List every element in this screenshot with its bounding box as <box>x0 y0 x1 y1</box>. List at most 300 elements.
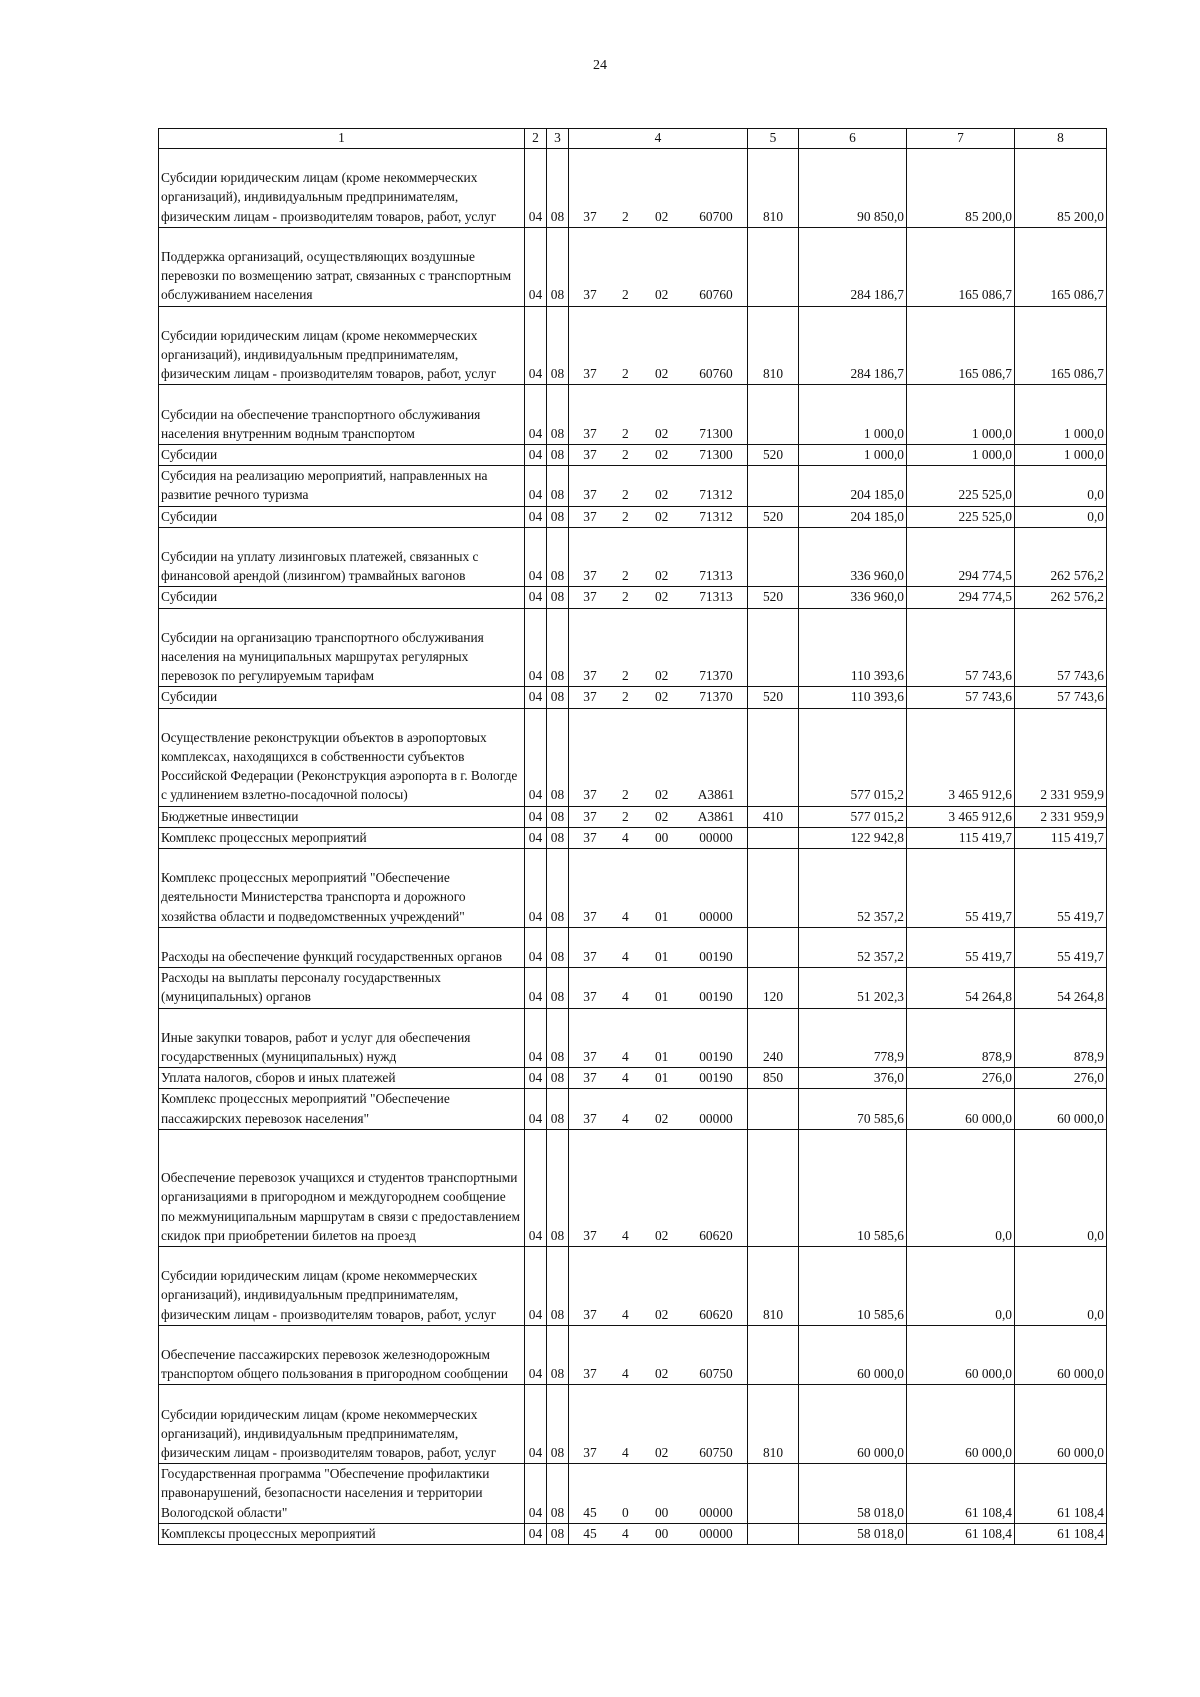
amount-col7: 55 419,7 <box>907 927 1015 967</box>
page-number: 24 <box>593 58 607 73</box>
target-article-parts <box>571 485 745 504</box>
target-article-code <box>569 827 748 848</box>
table-row <box>159 587 1107 608</box>
target-article-code <box>569 227 748 306</box>
code-part: 45 <box>583 1504 597 1520</box>
amount-col7: 60 000,0 <box>907 1325 1015 1385</box>
target-article-code <box>569 1089 748 1129</box>
code-part: 2 <box>621 589 629 605</box>
code-part: 02 <box>654 487 669 503</box>
code-part: 37 <box>583 1227 597 1243</box>
target-article-code <box>569 806 748 827</box>
expense-type-code: 120 <box>748 968 799 1008</box>
subsection-code: 08 <box>547 849 569 928</box>
target-article-code <box>569 587 748 608</box>
code-part: 02 <box>654 446 669 462</box>
code-part: 00000 <box>699 829 733 845</box>
amount-col6: 52 357,2 <box>799 849 907 928</box>
code-part: 71370 <box>699 689 733 705</box>
code-part: 0 <box>621 1504 629 1520</box>
code-part: 71300 <box>699 446 733 462</box>
section-code: 04 <box>525 444 547 465</box>
amount-col7: 0,0 <box>907 1129 1015 1246</box>
code-part: 00000 <box>699 1525 733 1541</box>
amount-col7: 294 774,5 <box>907 587 1015 608</box>
target-article-parts <box>571 1047 745 1066</box>
subsection-code: 08 <box>547 827 569 848</box>
header-cell: 8 <box>1015 129 1107 149</box>
section-code: 04 <box>525 687 547 708</box>
target-article-code <box>569 608 748 687</box>
code-part: 02 <box>654 787 669 803</box>
code-part: А3861 <box>697 808 735 824</box>
code-part: 37 <box>583 908 597 924</box>
table-row <box>159 527 1107 587</box>
amount-col7: 294 774,5 <box>907 527 1015 587</box>
row-name: Поддержка организаций, осуществляющих воздушные перевозки по возмещению затрат, связанных с транспортным обслуживанием населения <box>159 227 525 306</box>
code-part: 37 <box>583 208 597 224</box>
amount-col8: 0,0 <box>1015 1129 1107 1246</box>
amount-col8: 165 086,7 <box>1015 227 1107 306</box>
amount-col8: 57 743,6 <box>1015 687 1107 708</box>
amount-col8: 0,0 <box>1015 466 1107 506</box>
code-part: 4 <box>621 1525 629 1541</box>
subsection-code: 08 <box>547 1246 569 1325</box>
subsection-code: 08 <box>547 1325 569 1385</box>
section-code: 04 <box>525 466 547 506</box>
amount-col8: 55 419,7 <box>1015 849 1107 928</box>
expense-type-code: 810 <box>748 306 799 385</box>
amount-col6: 1 000,0 <box>799 385 907 445</box>
code-part: 02 <box>654 568 669 584</box>
amount-col6: 58 018,0 <box>799 1523 907 1544</box>
target-article-parts <box>571 445 745 464</box>
code-part: 4 <box>621 1306 629 1322</box>
code-part: 2 <box>621 446 629 462</box>
target-article-parts <box>571 1443 745 1462</box>
amount-col8: 0,0 <box>1015 506 1107 527</box>
amount-col8: 60 000,0 <box>1015 1325 1107 1385</box>
amount-col7: 1 000,0 <box>907 444 1015 465</box>
target-article-code <box>569 1325 748 1385</box>
code-part: 02 <box>654 425 669 441</box>
target-article-parts <box>571 1524 745 1543</box>
expense-type-code <box>748 708 799 806</box>
amount-col8: 262 576,2 <box>1015 587 1107 608</box>
amount-col6: 376,0 <box>799 1068 907 1089</box>
subsection-code: 08 <box>547 506 569 527</box>
code-part: 37 <box>583 366 597 382</box>
target-article-code <box>569 385 748 445</box>
amount-col7: 60 000,0 <box>907 1089 1015 1129</box>
amount-col8: 61 108,4 <box>1015 1464 1107 1524</box>
table-row <box>159 466 1107 506</box>
table-row <box>159 806 1107 827</box>
code-part: 4 <box>621 1110 629 1126</box>
amount-col6: 778,9 <box>799 1008 907 1068</box>
amount-col6: 110 393,6 <box>799 608 907 687</box>
code-part: 4 <box>621 1048 629 1064</box>
header-cell: 4 <box>569 129 748 149</box>
target-article-code <box>569 1385 748 1464</box>
row-name: Бюджетные инвестиции <box>159 806 525 827</box>
amount-col8: 1 000,0 <box>1015 385 1107 445</box>
amount-col6: 122 942,8 <box>799 827 907 848</box>
code-part: 71300 <box>699 425 733 441</box>
target-article-parts <box>571 1068 745 1087</box>
header-cell: 2 <box>525 129 547 149</box>
table-row <box>159 227 1107 306</box>
target-article-code <box>569 1464 748 1524</box>
code-part: 37 <box>583 1366 597 1382</box>
amount-col6: 336 960,0 <box>799 527 907 587</box>
row-name: Субсидии на обеспечение транспортного обслуживания населения внутренним водным транспортом <box>159 385 525 445</box>
subsection-code: 08 <box>547 806 569 827</box>
expense-type-code: 520 <box>748 444 799 465</box>
subsection-code: 08 <box>547 1464 569 1524</box>
code-part: 37 <box>583 287 597 303</box>
code-part: 2 <box>621 287 629 303</box>
subsection-code: 08 <box>547 968 569 1008</box>
code-part: 37 <box>583 568 597 584</box>
subsection-code: 08 <box>547 687 569 708</box>
code-part: 4 <box>621 1070 629 1086</box>
target-article-parts <box>571 424 745 443</box>
row-name: Уплата налогов, сборов и иных платежей <box>159 1068 525 1089</box>
code-part: 2 <box>621 508 629 524</box>
target-article-parts <box>571 364 745 383</box>
row-name: Комплекс процессных мероприятий "Обеспечение пассажирских перевозок населения" <box>159 1089 525 1129</box>
code-part: 2 <box>621 366 629 382</box>
subsection-code: 08 <box>547 306 569 385</box>
code-part: 02 <box>654 589 669 605</box>
header-cell: 1 <box>159 129 525 149</box>
row-name: Расходы на обеспечение функций государственных органов <box>159 927 525 967</box>
target-article-parts <box>571 987 745 1006</box>
code-part: 37 <box>583 787 597 803</box>
code-part: 71370 <box>699 668 733 684</box>
target-article-code <box>569 687 748 708</box>
amount-col7: 1 000,0 <box>907 385 1015 445</box>
amount-col6: 204 185,0 <box>799 466 907 506</box>
code-part: 37 <box>583 689 597 705</box>
table-row <box>159 149 1107 228</box>
table-row <box>159 849 1107 928</box>
section-code: 04 <box>525 1523 547 1544</box>
header-cell: 3 <box>547 129 569 149</box>
target-article-parts <box>571 666 745 685</box>
amount-col7: 60 000,0 <box>907 1385 1015 1464</box>
target-article-parts <box>571 947 745 966</box>
amount-col7: 225 525,0 <box>907 466 1015 506</box>
code-part: 00 <box>654 829 669 845</box>
subsection-code: 08 <box>547 527 569 587</box>
target-article-parts <box>571 1364 745 1383</box>
code-part: 00 <box>654 1504 669 1520</box>
amount-col6: 60 000,0 <box>799 1385 907 1464</box>
table-row <box>159 444 1107 465</box>
code-part: 4 <box>621 1366 629 1382</box>
code-part: 2 <box>621 808 629 824</box>
table-row <box>159 708 1107 806</box>
amount-col7: 225 525,0 <box>907 506 1015 527</box>
target-article-code <box>569 1129 748 1246</box>
target-article-code <box>569 849 748 928</box>
amount-col6: 51 202,3 <box>799 968 907 1008</box>
target-article-parts <box>571 507 745 526</box>
code-part: 02 <box>654 1444 669 1460</box>
amount-col8: 165 086,7 <box>1015 306 1107 385</box>
amount-col6: 577 015,2 <box>799 708 907 806</box>
amount-col7: 276,0 <box>907 1068 1015 1089</box>
code-part: 01 <box>654 948 669 964</box>
row-name: Комплекс процессных мероприятий "Обеспечение деятельности Министерства транспорта и дорожного хозяйства области и подведомственных учреждений" <box>159 849 525 928</box>
row-name: Субсидии юридическим лицам (кроме некоммерческих организаций), индивидуальным предпринимателям, физическим лицам - производителям товаров, работ, услуг <box>159 1385 525 1464</box>
table-row <box>159 968 1107 1008</box>
code-part: 4 <box>621 948 629 964</box>
code-part: 60750 <box>699 1366 733 1382</box>
section-code: 04 <box>525 227 547 306</box>
expense-type-code <box>748 466 799 506</box>
code-part: 60750 <box>699 1444 733 1460</box>
code-part: 02 <box>654 689 669 705</box>
code-part: 37 <box>583 487 597 503</box>
target-article-code <box>569 527 748 587</box>
code-part: 37 <box>583 808 597 824</box>
row-name: Комплекс процессных мероприятий <box>159 827 525 848</box>
code-part: 00190 <box>699 948 733 964</box>
expense-type-code: 520 <box>748 506 799 527</box>
row-name: Субсидии юридическим лицам (кроме некоммерческих организаций), индивидуальным предпринимателям, физическим лицам - производителям товаров, работ, услуг <box>159 149 525 228</box>
code-part: 4 <box>621 829 629 845</box>
table-row <box>159 1129 1107 1246</box>
amount-col7: 3 465 912,6 <box>907 708 1015 806</box>
row-name: Расходы на выплаты персоналу государственных (муниципальных) органов <box>159 968 525 1008</box>
code-part: 02 <box>654 287 669 303</box>
code-part: 37 <box>583 668 597 684</box>
table-row <box>159 1246 1107 1325</box>
amount-col6: 1 000,0 <box>799 444 907 465</box>
row-name: Субсидии <box>159 444 525 465</box>
subsection-code: 08 <box>547 444 569 465</box>
code-part: 2 <box>621 689 629 705</box>
code-part: 71313 <box>699 568 733 584</box>
table-row <box>159 506 1107 527</box>
row-name: Обеспечение перевозок учащихся и студентов транспортными организациями в пригородном и междугороднем сообщение по межмуниципальным маршрутам в связи с предоставлением скидок при приобретении билетов на проезд <box>159 1129 525 1246</box>
amount-col8: 2 331 959,9 <box>1015 708 1107 806</box>
table-row <box>159 385 1107 445</box>
section-code: 04 <box>525 1464 547 1524</box>
section-code: 04 <box>525 527 547 587</box>
section-code: 04 <box>525 1325 547 1385</box>
code-part: 60760 <box>699 287 733 303</box>
expense-type-code <box>748 827 799 848</box>
section-code: 04 <box>525 708 547 806</box>
code-part: 71312 <box>699 487 733 503</box>
code-part: 2 <box>621 208 629 224</box>
subsection-code: 08 <box>547 149 569 228</box>
amount-col6: 577 015,2 <box>799 806 907 827</box>
code-part: 37 <box>583 1306 597 1322</box>
row-name: Субсидии на организацию транспортного обслуживания населения на муниципальных маршрутах регулярных перевозок по регулируемым тарифам <box>159 608 525 687</box>
expense-type-code: 520 <box>748 687 799 708</box>
section-code: 04 <box>525 306 547 385</box>
target-article-code <box>569 466 748 506</box>
code-part: 02 <box>654 1366 669 1382</box>
code-part: 4 <box>621 1227 629 1243</box>
code-part: 37 <box>583 1048 597 1064</box>
section-code: 04 <box>525 827 547 848</box>
subsection-code: 08 <box>547 1008 569 1068</box>
subsection-code: 08 <box>547 227 569 306</box>
code-part: 00000 <box>699 908 733 924</box>
subsection-code: 08 <box>547 927 569 967</box>
amount-col7: 165 086,7 <box>907 227 1015 306</box>
code-part: 60760 <box>699 366 733 382</box>
code-part: 02 <box>654 208 669 224</box>
amount-col6: 110 393,6 <box>799 687 907 708</box>
code-part: 37 <box>583 1110 597 1126</box>
code-part: 60700 <box>699 208 733 224</box>
expense-type-code <box>748 227 799 306</box>
code-part: 2 <box>621 787 629 803</box>
amount-col6: 52 357,2 <box>799 927 907 967</box>
target-article-code <box>569 1008 748 1068</box>
code-part: 02 <box>654 808 669 824</box>
expense-type-code: 810 <box>748 1385 799 1464</box>
expense-type-code <box>748 1325 799 1385</box>
code-part: 37 <box>583 989 597 1005</box>
code-part: 71312 <box>699 508 733 524</box>
code-part: 00000 <box>699 1110 733 1126</box>
row-name: Иные закупки товаров, работ и услуг для обеспечения государственных (муниципальных) нужд <box>159 1008 525 1068</box>
code-part: 00190 <box>699 1070 733 1086</box>
expense-type-code <box>748 1129 799 1246</box>
code-part: 02 <box>654 1306 669 1322</box>
code-part: 60620 <box>699 1227 733 1243</box>
code-part: 37 <box>583 446 597 462</box>
expense-type-code <box>748 1089 799 1129</box>
section-code: 04 <box>525 806 547 827</box>
amount-col7: 878,9 <box>907 1008 1015 1068</box>
code-part: 4 <box>621 908 629 924</box>
header-row <box>159 129 1107 149</box>
amount-col7: 55 419,7 <box>907 849 1015 928</box>
row-name: Субсидии <box>159 506 525 527</box>
amount-col8: 0,0 <box>1015 1246 1107 1325</box>
code-part: 01 <box>654 989 669 1005</box>
expense-type-code: 810 <box>748 1246 799 1325</box>
subsection-code: 08 <box>547 1089 569 1129</box>
row-name: Обеспечение пассажирских перевозок железнодорожным транспортом общего пользования в пригородном сообщении <box>159 1325 525 1385</box>
row-name: Осуществление реконструкции объектов в аэропортовых комплексах, находящихся в собственности субъектов Российской Федерации (Реконструкция аэропорта в г. Вологде с удлинением взлетно-посадочной полосы) <box>159 708 525 806</box>
target-article-code <box>569 444 748 465</box>
target-article-parts <box>571 785 745 804</box>
target-article-code <box>569 149 748 228</box>
amount-col6: 336 960,0 <box>799 587 907 608</box>
row-name: Субсидии <box>159 587 525 608</box>
amount-col7: 61 108,4 <box>907 1523 1015 1544</box>
row-name: Субсидии юридическим лицам (кроме некоммерческих организаций), индивидуальным предпринимателям, физическим лицам - производителям товаров, работ, услуг <box>159 1246 525 1325</box>
expense-type-code: 240 <box>748 1008 799 1068</box>
row-name: Субсидии <box>159 687 525 708</box>
target-article-parts <box>571 587 745 606</box>
section-code: 04 <box>525 149 547 228</box>
code-part: 01 <box>654 1070 669 1086</box>
target-article-code <box>569 1246 748 1325</box>
amount-col7: 57 743,6 <box>907 687 1015 708</box>
section-code: 04 <box>525 1089 547 1129</box>
target-article-parts <box>571 1305 745 1324</box>
table-row <box>159 1089 1107 1129</box>
code-part: 2 <box>621 568 629 584</box>
amount-col8: 60 000,0 <box>1015 1385 1107 1464</box>
subsection-code: 08 <box>547 1068 569 1089</box>
expense-type-code <box>748 1464 799 1524</box>
amount-col7: 85 200,0 <box>907 149 1015 228</box>
table-row <box>159 687 1107 708</box>
code-part: 71313 <box>699 589 733 605</box>
budget-table <box>158 128 1107 1545</box>
header-cell: 7 <box>907 129 1015 149</box>
expense-type-code <box>748 927 799 967</box>
amount-col7: 115 419,7 <box>907 827 1015 848</box>
expense-type-code: 850 <box>748 1068 799 1089</box>
table-row <box>159 1385 1107 1464</box>
subsection-code: 08 <box>547 1523 569 1544</box>
subsection-code: 08 <box>547 587 569 608</box>
target-article-code <box>569 1068 748 1089</box>
amount-col6: 10 585,6 <box>799 1129 907 1246</box>
code-part: 2 <box>621 668 629 684</box>
code-part: 01 <box>654 908 669 924</box>
amount-col6: 284 186,7 <box>799 227 907 306</box>
code-part: 37 <box>583 829 597 845</box>
row-name: Субсидии на уплату лизинговых платежей, связанных с финансовой арендой (лизингом) трамвайных вагонов <box>159 527 525 587</box>
amount-col6: 10 585,6 <box>799 1246 907 1325</box>
expense-type-code: 520 <box>748 587 799 608</box>
target-article-parts <box>571 687 745 706</box>
subsection-code: 08 <box>547 385 569 445</box>
table-row <box>159 1464 1107 1524</box>
table-row <box>159 827 1107 848</box>
target-article-parts <box>571 566 745 585</box>
target-article-parts <box>571 1109 745 1128</box>
target-article-parts <box>571 828 745 847</box>
amount-col8: 54 264,8 <box>1015 968 1107 1008</box>
target-article-code <box>569 708 748 806</box>
amount-col8: 85 200,0 <box>1015 149 1107 228</box>
code-part: 37 <box>583 508 597 524</box>
code-part: 00000 <box>699 1504 733 1520</box>
code-part: 02 <box>654 1227 669 1243</box>
amount-col6: 60 000,0 <box>799 1325 907 1385</box>
subsection-code: 08 <box>547 1385 569 1464</box>
table-row <box>159 1325 1107 1385</box>
target-article-parts <box>571 207 745 226</box>
header-cell: 6 <box>799 129 907 149</box>
target-article-parts <box>571 907 745 926</box>
subsection-code: 08 <box>547 608 569 687</box>
code-part: 37 <box>583 1444 597 1460</box>
amount-col6: 70 585,6 <box>799 1089 907 1129</box>
amount-col7: 61 108,4 <box>907 1464 1015 1524</box>
code-part: А3861 <box>697 787 735 803</box>
code-part: 60620 <box>699 1306 733 1322</box>
table-row <box>159 1008 1107 1068</box>
expense-type-code: 410 <box>748 806 799 827</box>
section-code: 04 <box>525 1129 547 1246</box>
